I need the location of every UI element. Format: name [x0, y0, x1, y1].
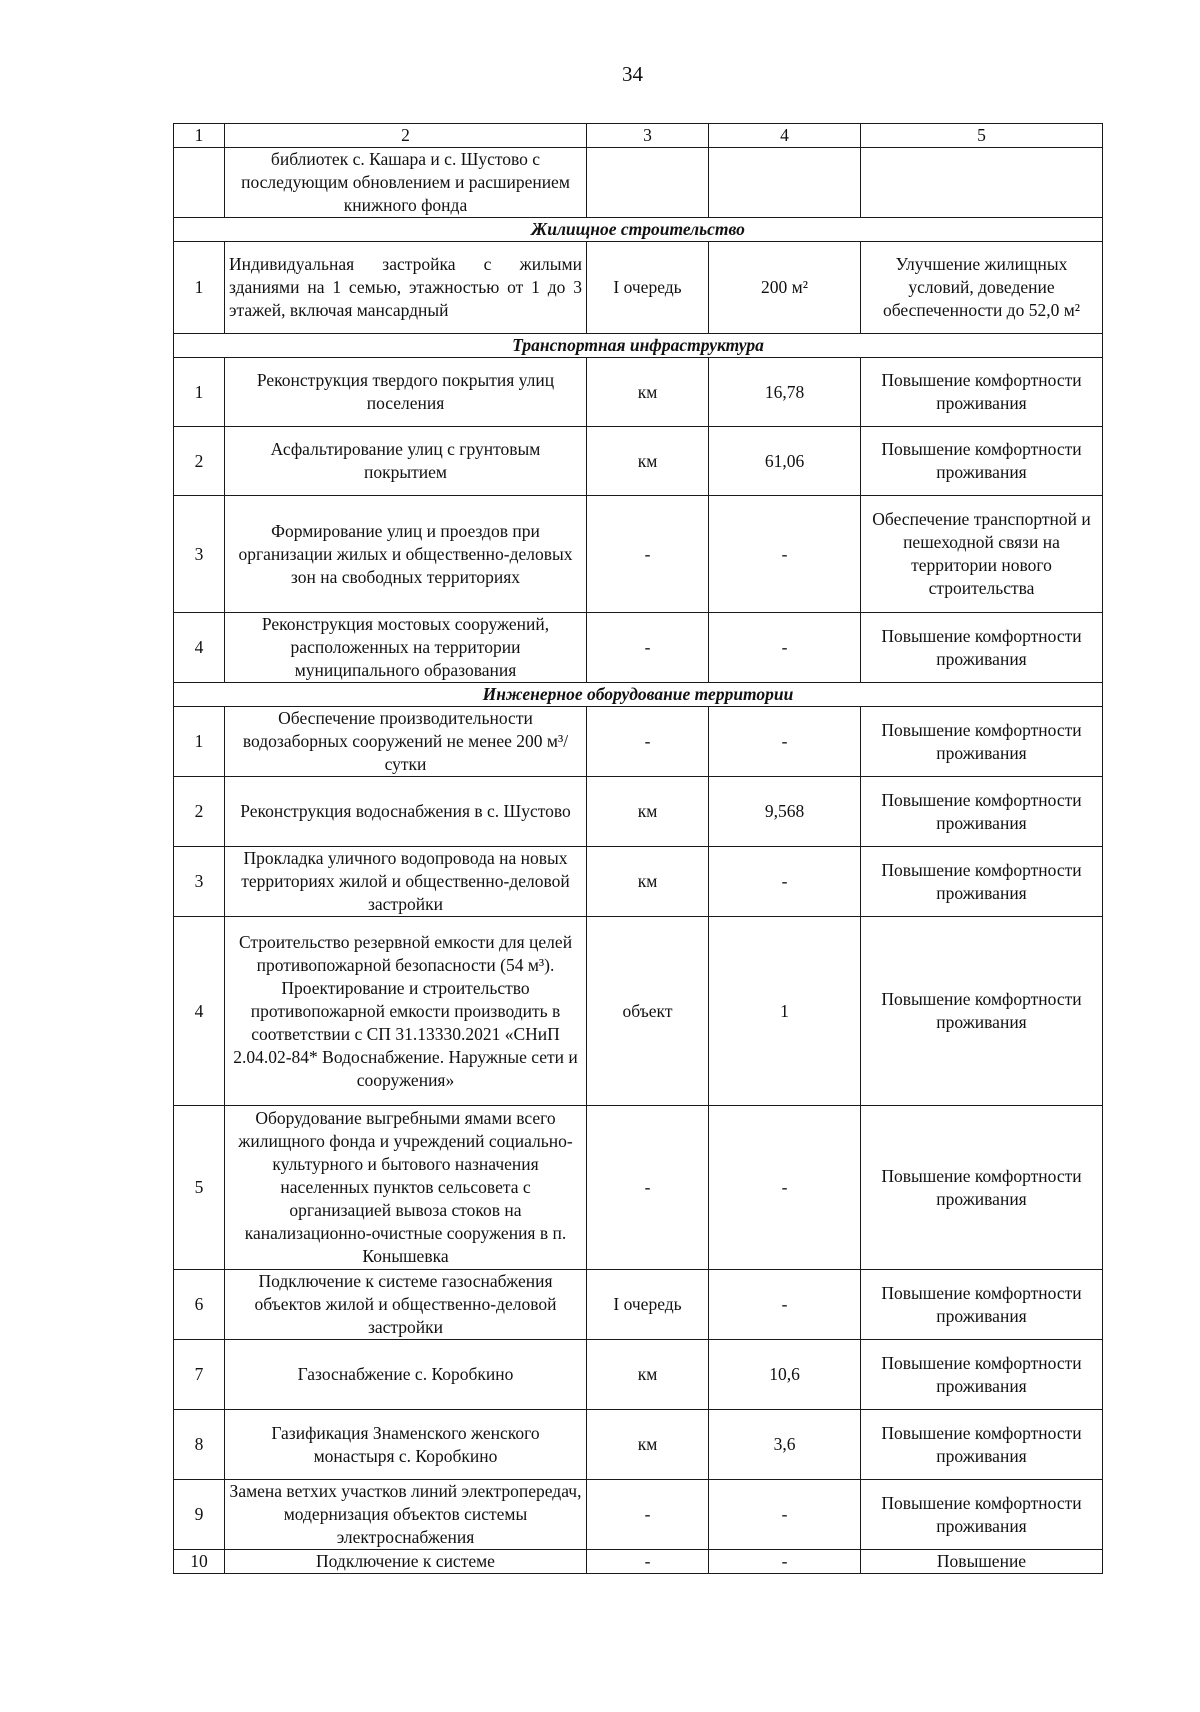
row-number	[174, 148, 225, 218]
measure-quantity	[709, 148, 861, 218]
measure-quantity: -	[709, 613, 861, 683]
column-numbers-row	[174, 124, 1103, 148]
measure-description: Реконструкция мостовых сооружений, расположенных на территории муниципального образования	[225, 613, 587, 683]
row-number: 2	[174, 777, 225, 847]
measure-quantity: -	[709, 1106, 861, 1270]
row-number: 2	[174, 427, 225, 496]
measure-result: Повышение комфортности проживания	[861, 613, 1103, 683]
table-row	[174, 242, 1103, 334]
measure-result: Улучшение жилищных условий, доведение обеспеченности до 52,0 м²	[861, 242, 1103, 334]
table-row	[174, 427, 1103, 496]
measure-unit: I очередь	[587, 1270, 709, 1340]
measure-quantity: 200 м²	[709, 242, 861, 334]
measure-result: Обеспечение транспортной и пешеходной связи на территории нового строительства	[861, 496, 1103, 613]
measure-result: Повышение комфортности проживания	[861, 917, 1103, 1106]
section-title: Инженерное оборудование территории	[174, 683, 1103, 707]
measure-description: Обеспечение производительности водозаборных сооружений не менее 200 м³/сутки	[225, 707, 587, 777]
measure-description: Формирование улиц и проездов при организации жилых и общественно-деловых зон на свободных территориях	[225, 496, 587, 613]
measure-quantity: -	[709, 707, 861, 777]
col-number-4: 4	[709, 124, 861, 148]
measure-unit: -	[587, 496, 709, 613]
measure-unit: -	[587, 613, 709, 683]
row-number: 10	[174, 1550, 225, 1574]
table-row	[174, 1550, 1103, 1574]
row-number: 4	[174, 613, 225, 683]
measure-result: Повышение комфортности проживания	[861, 777, 1103, 847]
measure-unit: объект	[587, 917, 709, 1106]
measure-result: Повышение комфортности проживания	[861, 707, 1103, 777]
measure-description: Прокладка уличного водопровода на новых территориях жилой и общественно-деловой застройки	[225, 847, 587, 917]
measure-unit: I очередь	[587, 242, 709, 334]
row-number: 8	[174, 1410, 225, 1480]
measure-unit: -	[587, 1550, 709, 1574]
row-number: 7	[174, 1340, 225, 1410]
measure-unit: км	[587, 1410, 709, 1480]
measure-quantity: 1	[709, 917, 861, 1106]
measure-quantity: -	[709, 847, 861, 917]
row-number: 4	[174, 917, 225, 1106]
table-row	[174, 358, 1103, 427]
measure-result: Повышение комфортности проживания	[861, 1106, 1103, 1270]
table-row	[174, 1106, 1103, 1270]
row-number: 3	[174, 496, 225, 613]
measure-description: Оборудование выгребными ямами всего жилищного фонда и учреждений социально-культурного и бытового назначения населенных пунктов сельсовета с организацией вывоза стоков на канализационно-очистные сооружения в п. Конышевка	[225, 1106, 587, 1270]
row-number: 3	[174, 847, 225, 917]
measure-description: Замена ветхих участков линий электропередач, модернизация объектов системы электроснабжения	[225, 1480, 587, 1550]
col-number-3: 3	[587, 124, 709, 148]
col-number-5: 5	[861, 124, 1103, 148]
table-row	[174, 496, 1103, 613]
col-number-1: 1	[174, 124, 225, 148]
table-row	[174, 1410, 1103, 1480]
measure-result: Повышение комфортности проживания	[861, 358, 1103, 427]
measure-description: Газификация Знаменского женского монастыря с. Коробкино	[225, 1410, 587, 1480]
measure-description: Строительство резервной емкости для целей противопожарной безопасности (54 м³). Проектирование и строительство противопожарной емкости производить в соответствии с СП 31.13330.2021 «СНиП 2.04.02-84* Водоснабжение. Наружные сети и сооружения»	[225, 917, 587, 1106]
measure-quantity: -	[709, 1270, 861, 1340]
measure-result: Повышение комфортности проживания	[861, 847, 1103, 917]
row-number: 1	[174, 242, 225, 334]
measure-quantity: 61,06	[709, 427, 861, 496]
measure-result: Повышение комфортности проживания	[861, 1270, 1103, 1340]
row-number: 5	[174, 1106, 225, 1270]
table-row	[174, 613, 1103, 683]
table-row	[174, 917, 1103, 1106]
row-number: 6	[174, 1270, 225, 1340]
row-number: 1	[174, 707, 225, 777]
measure-unit: км	[587, 1340, 709, 1410]
measure-result	[861, 148, 1103, 218]
table-row	[174, 847, 1103, 917]
measure-unit: -	[587, 1106, 709, 1270]
measure-description: Газоснабжение с. Коробкино	[225, 1340, 587, 1410]
table-row	[174, 777, 1103, 847]
row-number: 9	[174, 1480, 225, 1550]
measure-unit: км	[587, 847, 709, 917]
measure-quantity: 10,6	[709, 1340, 861, 1410]
table-row	[174, 148, 1103, 218]
table-row	[174, 1270, 1103, 1340]
col-number-2: 2	[225, 124, 587, 148]
table-row	[174, 1480, 1103, 1550]
table-row	[174, 1340, 1103, 1410]
measure-description: Подключение к системе газоснабжения объектов жилой и общественно-деловой застройки	[225, 1270, 587, 1340]
measure-quantity: 9,568	[709, 777, 861, 847]
measure-unit: км	[587, 777, 709, 847]
row-number: 1	[174, 358, 225, 427]
section-header-transport	[174, 334, 1103, 358]
measures-table	[173, 123, 1103, 1574]
measure-result: Повышение комфортности проживания	[861, 1480, 1103, 1550]
page-number: 34	[622, 62, 643, 86]
measure-result: Повышение комфортности проживания	[861, 1410, 1103, 1480]
section-header-engineering	[174, 683, 1103, 707]
measure-unit: км	[587, 358, 709, 427]
measure-unit	[587, 148, 709, 218]
measure-unit: -	[587, 707, 709, 777]
measure-quantity: -	[709, 496, 861, 613]
measure-description: Асфальтирование улиц с грунтовым покрытием	[225, 427, 587, 496]
measure-result: Повышение комфортности проживания	[861, 1340, 1103, 1410]
measure-quantity: 16,78	[709, 358, 861, 427]
measure-quantity: 3,6	[709, 1410, 861, 1480]
measure-result: Повышение	[861, 1550, 1103, 1574]
measure-quantity: -	[709, 1550, 861, 1574]
measure-description: Подключение к системе	[225, 1550, 587, 1574]
table-row	[174, 707, 1103, 777]
section-header-housing	[174, 218, 1103, 242]
section-title: Жилищное строительство	[174, 218, 1103, 242]
measure-result: Повышение комфортности проживания	[861, 427, 1103, 496]
measure-unit: -	[587, 1480, 709, 1550]
section-title: Транспортная инфраструктура	[174, 334, 1103, 358]
measure-description: Реконструкция твердого покрытия улиц поселения	[225, 358, 587, 427]
measure-description: Индивидуальная застройка с жилыми зданиями на 1 семью, этажностью от 1 до 3 этажей, включая мансардный	[225, 242, 587, 334]
measure-description: библиотек с. Кашара и с. Шустово с последующим обновлением и расширением книжного фонда	[225, 148, 587, 218]
measure-description: Реконструкция водоснабжения в с. Шустово	[225, 777, 587, 847]
measure-unit: км	[587, 427, 709, 496]
measure-quantity: -	[709, 1480, 861, 1550]
